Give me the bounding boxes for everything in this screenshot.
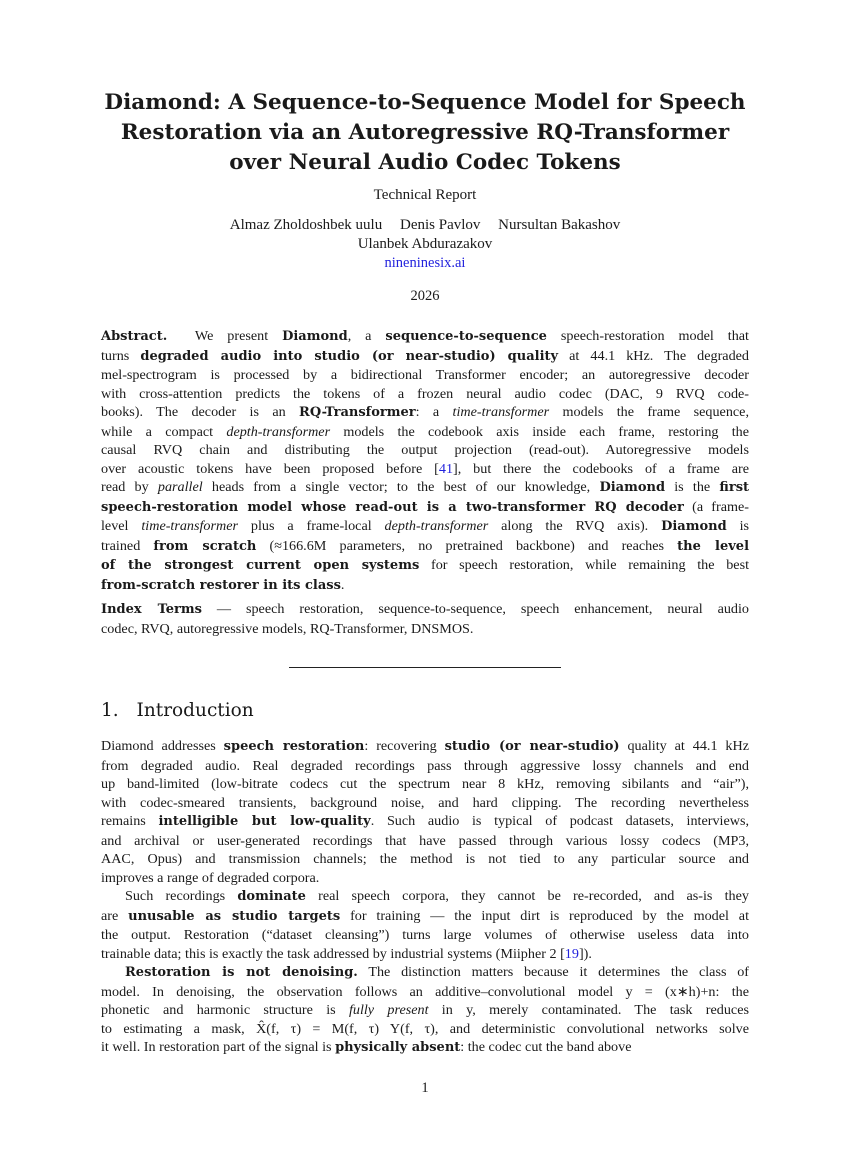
section-divider xyxy=(289,667,561,668)
text-line: causal RVQ chain and distributing the output projection (read-out). Autoregressive models xyxy=(101,442,749,458)
text-line: up band-limited (low-bitrate codecs cut the spectrum near 8 kHz, removing sibilants and “air”), xyxy=(101,776,749,792)
text-line: and archival or user-generated recordings that have passed through various lossy codecs (MP3, xyxy=(101,832,749,849)
index-terms xyxy=(101,600,749,638)
index-terms-label: Index Terms xyxy=(101,602,202,617)
title-line: Restoration via an Autoregressive RQ-Transformer xyxy=(120,120,730,145)
affiliation-link[interactable]: nineninesix.ai xyxy=(384,255,466,271)
paper-title xyxy=(101,88,749,178)
text-line: Such recordings dominate real speech corpora, they cannot be re-recorded, and as-is they xyxy=(125,888,749,904)
text-line: AAC, Opus) and transmission channels; the method is not tied to any particular source and xyxy=(101,851,749,867)
text-line: model. In denoising, the observation follows an additive–convolutional model y = (x∗h)+n: the xyxy=(101,983,749,1000)
text-line: Diamond addresses speech restoration: recovering studio (or near-studio) quality at 44.1 kHz xyxy=(101,738,749,754)
text-line: Restoration is not denoising. The distinction matters because it determines the class of xyxy=(125,964,749,980)
text-line: it well. In restoration part of the signal is physically absent: the codec cut the band above xyxy=(101,1039,632,1055)
paper-page xyxy=(101,88,749,1058)
text-line: level time-transformer plus a frame-local depth-transformer along the RVQ axis). Diamond is xyxy=(101,518,749,534)
text-line: Abstract. We present Diamond, a sequence-to-sequence speech-restoration model that xyxy=(101,328,749,344)
author-name: Almaz Zholdoshbek uulu xyxy=(229,217,383,233)
section-title: Introduction xyxy=(136,700,254,721)
paragraph xyxy=(101,887,749,963)
citation-link[interactable]: 41 xyxy=(438,460,454,477)
text-line: read by parallel heads from a single vector; to the best of our knowledge, Diamond is the first xyxy=(101,479,750,495)
abstract-text xyxy=(101,327,749,595)
author-name: Ulanbek Abdurazakov xyxy=(357,236,493,252)
text-line: phonetic and harmonic structure is fully present in y, merely contaminated. The task reduces xyxy=(101,1002,749,1018)
publication-year: 2026 xyxy=(410,288,440,304)
section-heading xyxy=(101,700,749,721)
text-line: with cross-attention predicts the tokens of a frozen neural audio codec (DAC, 9 RVQ code- xyxy=(101,385,749,402)
text-line: turns degraded audio into studio (or near-studio) quality at 44.1 kHz. The degraded xyxy=(101,347,749,364)
text-line: improves a range of degraded corpora. xyxy=(101,869,320,886)
paragraph xyxy=(101,963,749,1058)
text-line: speech-restoration model whose read-out is a two-transformer RQ decoder (a frame- xyxy=(101,498,749,515)
text-line: the output. Restoration (“dataset cleansing”) turns large volumes of otherwise useless data into xyxy=(101,927,749,943)
author-name: Denis Pavlov xyxy=(399,217,481,233)
abstract-label: Abstract. xyxy=(101,329,168,344)
text-line: trained from scratch (≈166.6M parameters, no pretrained backbone) and reaches the level xyxy=(101,537,750,554)
author-name: Nursultan Bakashov xyxy=(498,217,621,233)
text-line: with codec-smeared transients, background noise, and hard clipping. The recording nevertheless xyxy=(101,794,749,811)
page-number: 1 xyxy=(421,1080,429,1096)
text-line: from-scratch restorer in its class. xyxy=(101,576,345,593)
text-line: codec, RVQ, autoregressive models, RQ-Transformer, DNSMOS. xyxy=(101,620,474,637)
intro-body xyxy=(101,737,749,1058)
text-line: while a compact depth-transformer models the codebook axis inside each frame, restoring the xyxy=(101,423,749,440)
text-line: from degraded audio. Real degraded recordings pass through aggressive lossy channels and end xyxy=(101,757,749,774)
title-line: over Neural Audio Codec Tokens xyxy=(229,150,621,175)
index-terms-text xyxy=(101,600,749,638)
section-number: 1. xyxy=(101,700,119,721)
text-line: Index Terms — speech restoration, sequence-to-sequence, speech enhancement, neural audio xyxy=(101,601,749,617)
text-line: are unusable as studio targets for training — the input dirt is reproduced by the model at xyxy=(101,907,750,924)
text-line: trainable data; this is exactly the task addressed by industrial systems (Miipher 2 [19]). xyxy=(101,945,592,962)
author-list xyxy=(101,216,749,254)
text-line: over acoustic tokens have been proposed before [41], but there the codebooks of a frame are xyxy=(101,460,749,477)
title-line: Diamond: A Sequence-to-Sequence Model for Speech xyxy=(104,90,746,115)
abstract xyxy=(101,327,749,595)
text-line: books). The decoder is an RQ-Transformer: a time-transformer models the frame sequence, xyxy=(101,404,749,420)
text-line: of the strongest current open systems for speech restoration, while remaining the best xyxy=(101,557,749,573)
citation-link[interactable]: 19 xyxy=(564,945,579,962)
text-line: to estimating a mask, X̂(f, τ) = M(f, τ) Y(f, τ), and deterministic convolutional networks solve xyxy=(101,1020,749,1037)
paper-subtitle: Technical Report xyxy=(373,187,477,203)
text-line: mel-spectrogram is processed by a bidirectional Transformer encoder; an autoregressive decoder xyxy=(101,367,749,383)
text-line: remains intelligible but low-quality. Such audio is typical of podcast datasets, interviews, xyxy=(101,813,749,829)
paragraph xyxy=(101,737,749,887)
